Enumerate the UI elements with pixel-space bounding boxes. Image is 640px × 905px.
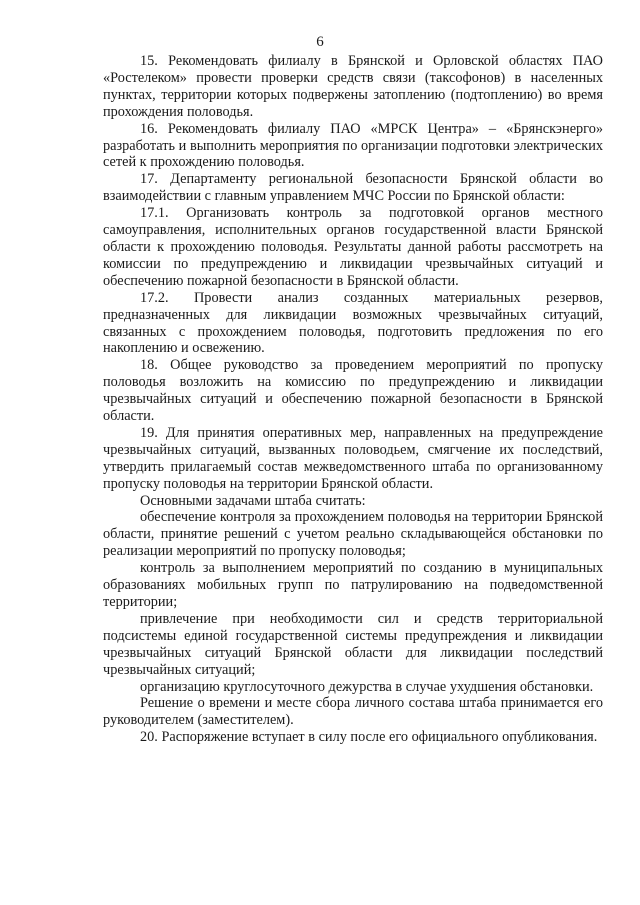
page-number: 6 bbox=[316, 34, 324, 50]
paragraph-16: 16. Рекомендовать филиалу ПАО «МРСК Центра» – «Брянскэнерго» разработать и выполнить мероприятия по организации подготовки электрических сетей к прохождению половодья. bbox=[103, 120, 603, 171]
paragraph-17: 17. Департаменту региональной безопасности Брянской области во взаимодействии с главным управлением МЧС России по Брянской области: bbox=[103, 171, 603, 205]
paragraph-20: 20. Распоряжение вступает в силу после его официального опубликования. bbox=[140, 729, 598, 746]
task-item-mobile-groups: контроль за выполнением мероприятий по созданию в муниципальных образованиях мобильных групп по патрулированию на подведомственной территории; bbox=[103, 560, 603, 610]
document-body bbox=[103, 53, 603, 746]
task-item-forces: привлечение при необходимости сил и средств территориальной подсистемы единой государственной системы предупреждения и ликвидации чрезвычайных ситуаций Брянской области для ликвидации последствий чрезвычайных ситуаций; bbox=[103, 610, 603, 678]
paragraph-19: 19. Для принятия оперативных мер, направленных на предупреждение чрезвычайных ситуаций, вызванных половодьем, смягчение их последствий, утвердить прилагаемый состав межведомственного штаба по организованному пропуску половодья на территории Брянской области. bbox=[103, 424, 603, 492]
tasks-intro: Основными задачами штаба считать: bbox=[140, 492, 366, 509]
paragraph-18: 18. Общее руководство за проведением мероприятий по пропуску половодья возложить на комиссию по предупреждению и ликвидации чрезвычайных ситуаций и обеспечению пожарной безопасности в Брянской области. bbox=[103, 357, 603, 425]
paragraph-17-1: 17.1. Организовать контроль за подготовкой органов местного самоуправления, исполнительных органов государственной власти Брянской области к прохождению половодья. Результаты данной работы рассмотреть на комиссии по предупреждению и ликвидации чрезвычайных ситуаций и обеспечению пожарной безопасности в Брянской области. bbox=[103, 205, 603, 289]
paragraph-15: 15. Рекомендовать филиалу в Брянской и Орловской областях ПАО «Ростелеком» провести проверки средств связи (таксофонов) в населенных пунктах, территории которых подвержены затоплению (подтоплению) во время прохождения половодья. bbox=[103, 53, 603, 120]
paragraph-17-2: 17.2. Провести анализ созданных материальных резервов, предназначенных для ликвидации возможных чрезвычайных ситуаций, связанных с прохождением половодья, подготовить предложения по его накоплению и освежению. bbox=[103, 289, 603, 357]
staff-assembly-paragraph: Решение о времени и месте сбора личного состава штаба принимается его руководителем (заместителем). bbox=[103, 695, 603, 729]
task-item-duty: организацию круглосуточного дежурства в случае ухудшения обстановки. bbox=[140, 678, 594, 695]
task-item-control: обеспечение контроля за прохождением половодья на территории Брянской области, принятие решений с учетом реально складывающейся обстановки по реализации мероприятий по пропуску половодья; bbox=[103, 509, 603, 560]
